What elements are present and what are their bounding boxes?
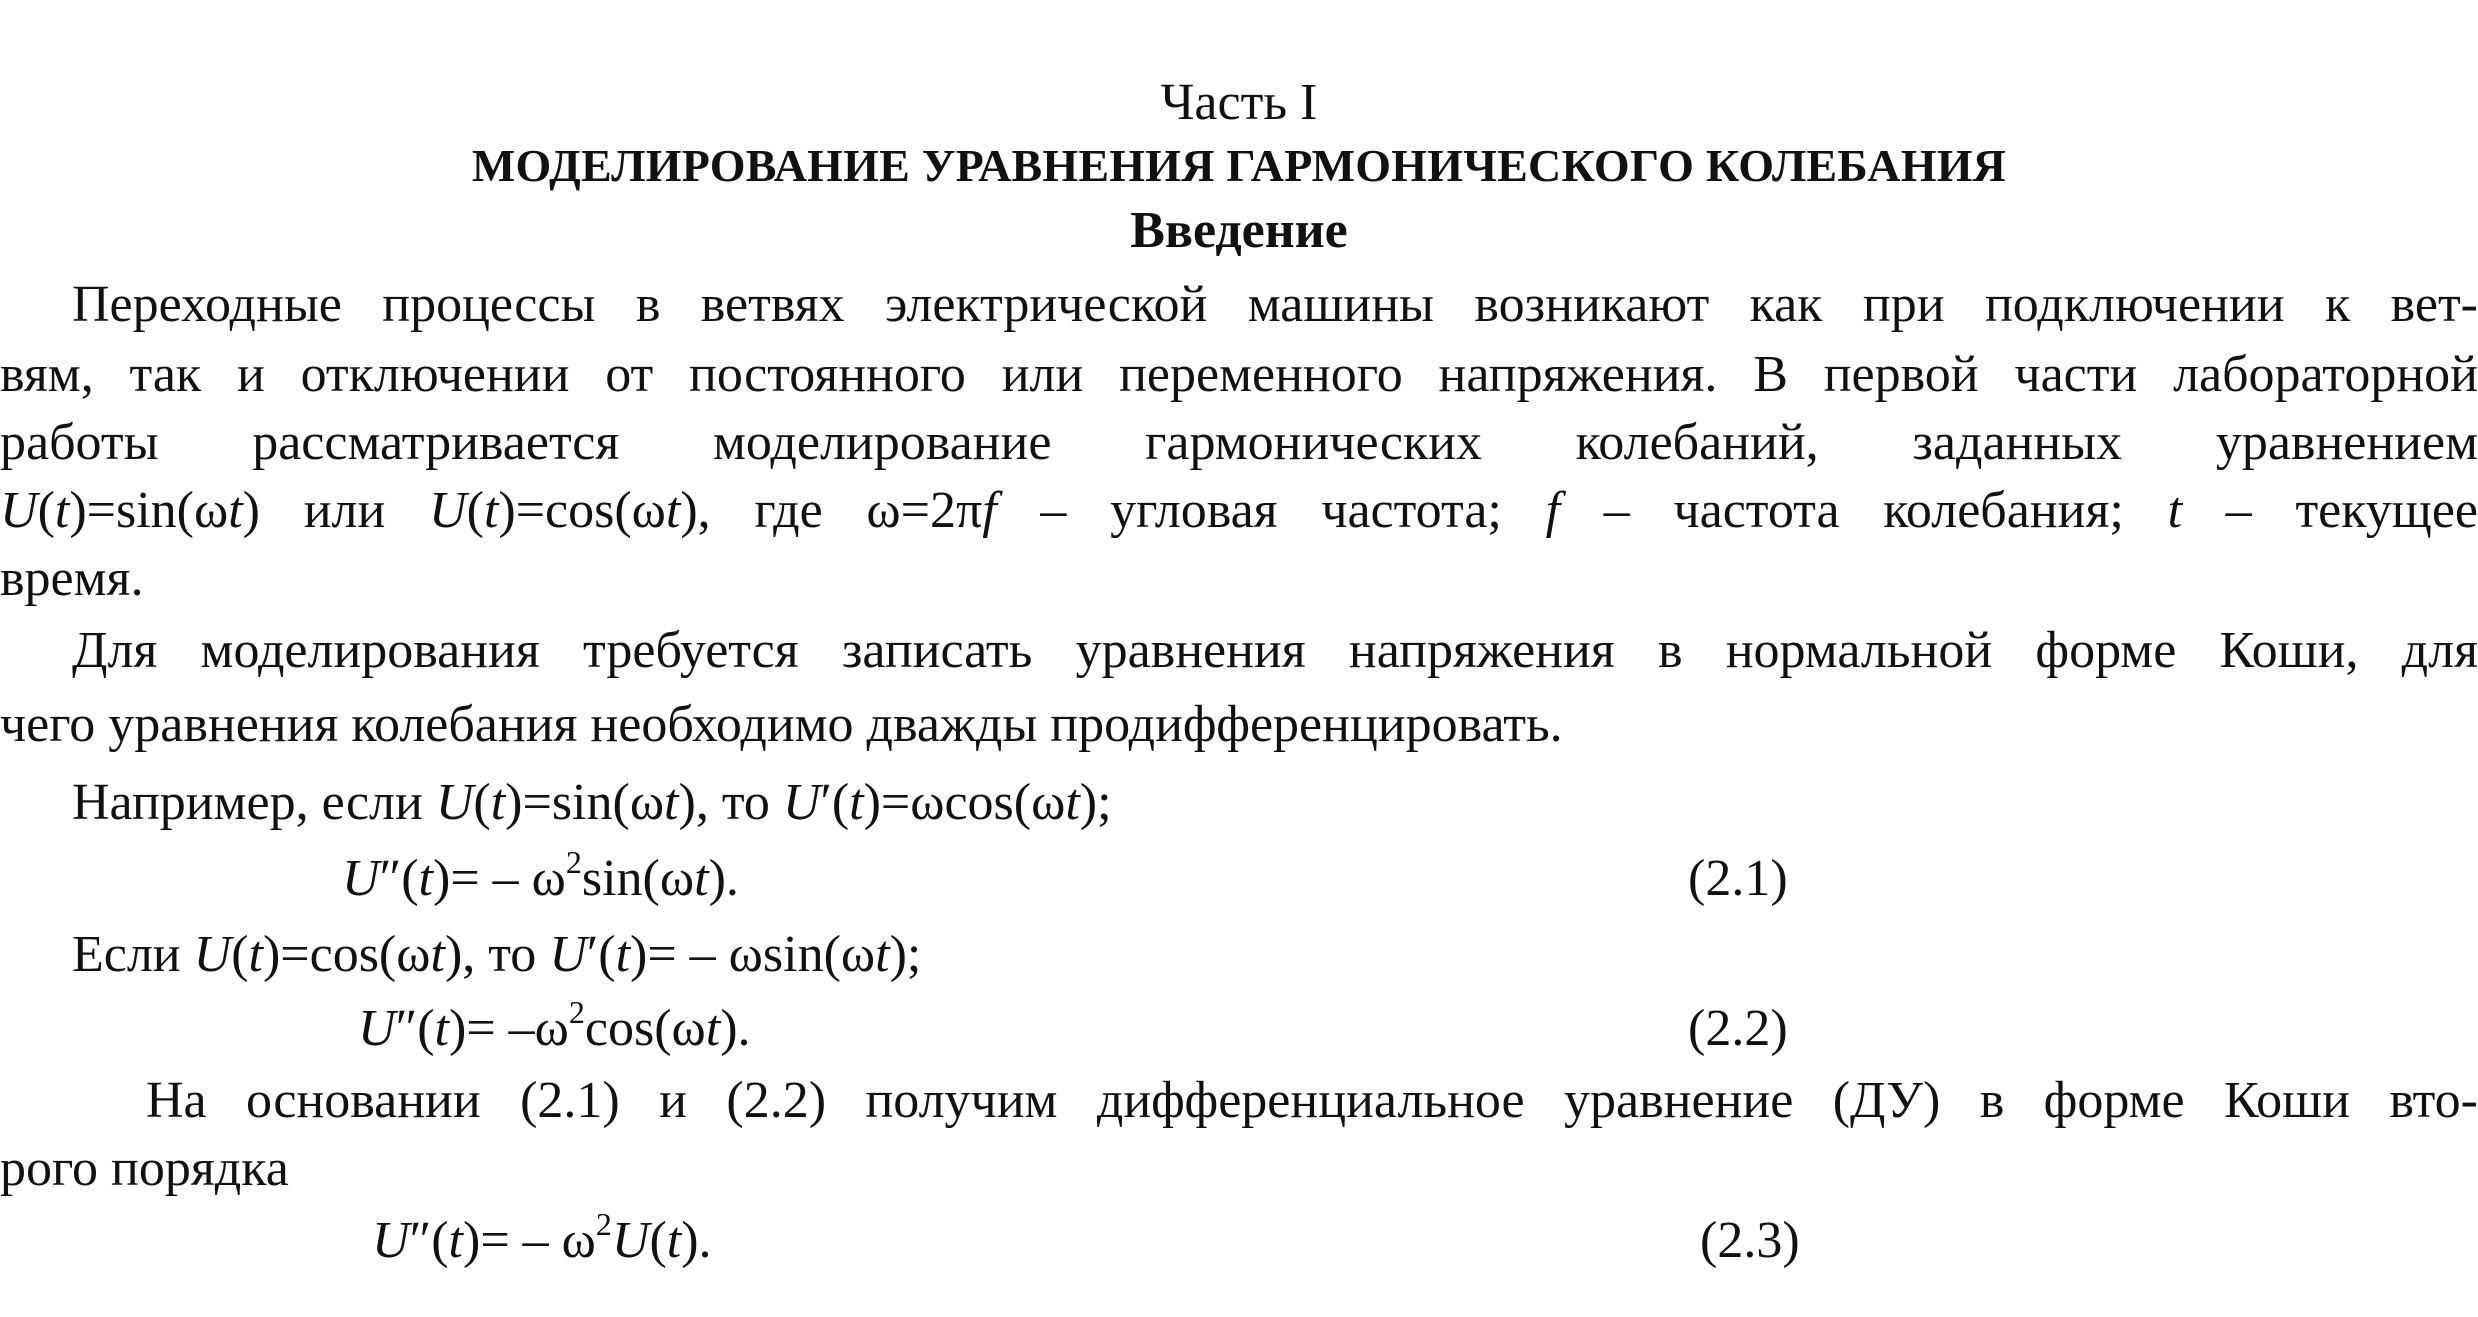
equation-2-3: $U''(t)= - \omega^2U(t)$.	[372, 1206, 712, 1269]
equation-number-2-2: (2.2)	[1688, 1000, 1788, 1057]
paragraph1-line3: работы рассматривается моделирование гармонических колебаний, заданных уравнением	[0, 414, 2478, 471]
formula-sin: U(t)=sin(ωt)	[0, 482, 260, 539]
equation-number-2-3: (2.3)	[1700, 1212, 1800, 1269]
paragraph1-line5: время.	[0, 550, 144, 607]
paragraph3-line1: На основании (2.1) и (2.2) получим дифференциальное уравнение (ДУ) в форме Коши вто-	[146, 1072, 2478, 1129]
paragraph2-line1: Для моделирования требуется записать уравнения напряжения в нормальной форме Коши, для	[72, 622, 2478, 679]
paragraph1-line2: вям, так и отключении от постоянного или переменного напряжения. В первой части лабораторной	[0, 346, 2478, 403]
time-text: t – текущее	[2167, 482, 2478, 539]
main-title: МОДЕЛИРОВАНИЕ УРАВНЕНИЯ ГАРМОНИЧЕСКОГО КОЛЕБАНИЯ	[471, 140, 2007, 191]
paragraph1-line4	[0, 478, 2478, 544]
frequency-text: f – частота колебания;	[1545, 482, 2124, 539]
equation-number-2-1: (2.1)	[1688, 850, 1788, 907]
part-title: Часть I	[1160, 74, 1318, 131]
formula-cos: U(t)=cos(ωt), где ω=2πf	[429, 482, 997, 539]
equation-2-1: $U''(t)= - \omega^2\sin(\omega t)$.	[342, 844, 739, 907]
paragraph1-line1: Переходные процессы в ветвях электрической машины возникают как при подключении к вет-	[72, 276, 2478, 333]
paragraph3-line2: рого порядка	[0, 1140, 289, 1197]
paragraph2-line2: чего уравнения колебания необходимо дважды продифференцировать.	[0, 696, 1563, 753]
section-title: Введение	[1130, 202, 1348, 259]
example1-line: Например, если U(t)=sin(ωt), то U′(t)=ωcos(ωt);	[72, 774, 1112, 831]
angular-frequency-text: – угловая частота;	[1040, 482, 1502, 539]
equation-2-2: $U''(t)= -\omega^2\cos(\omega t)$.	[358, 994, 751, 1057]
example2-line: Если U(t)=cos(ωt), то U′(t)= – ωsin(ωt);	[72, 926, 922, 983]
word-or: или	[303, 482, 386, 539]
